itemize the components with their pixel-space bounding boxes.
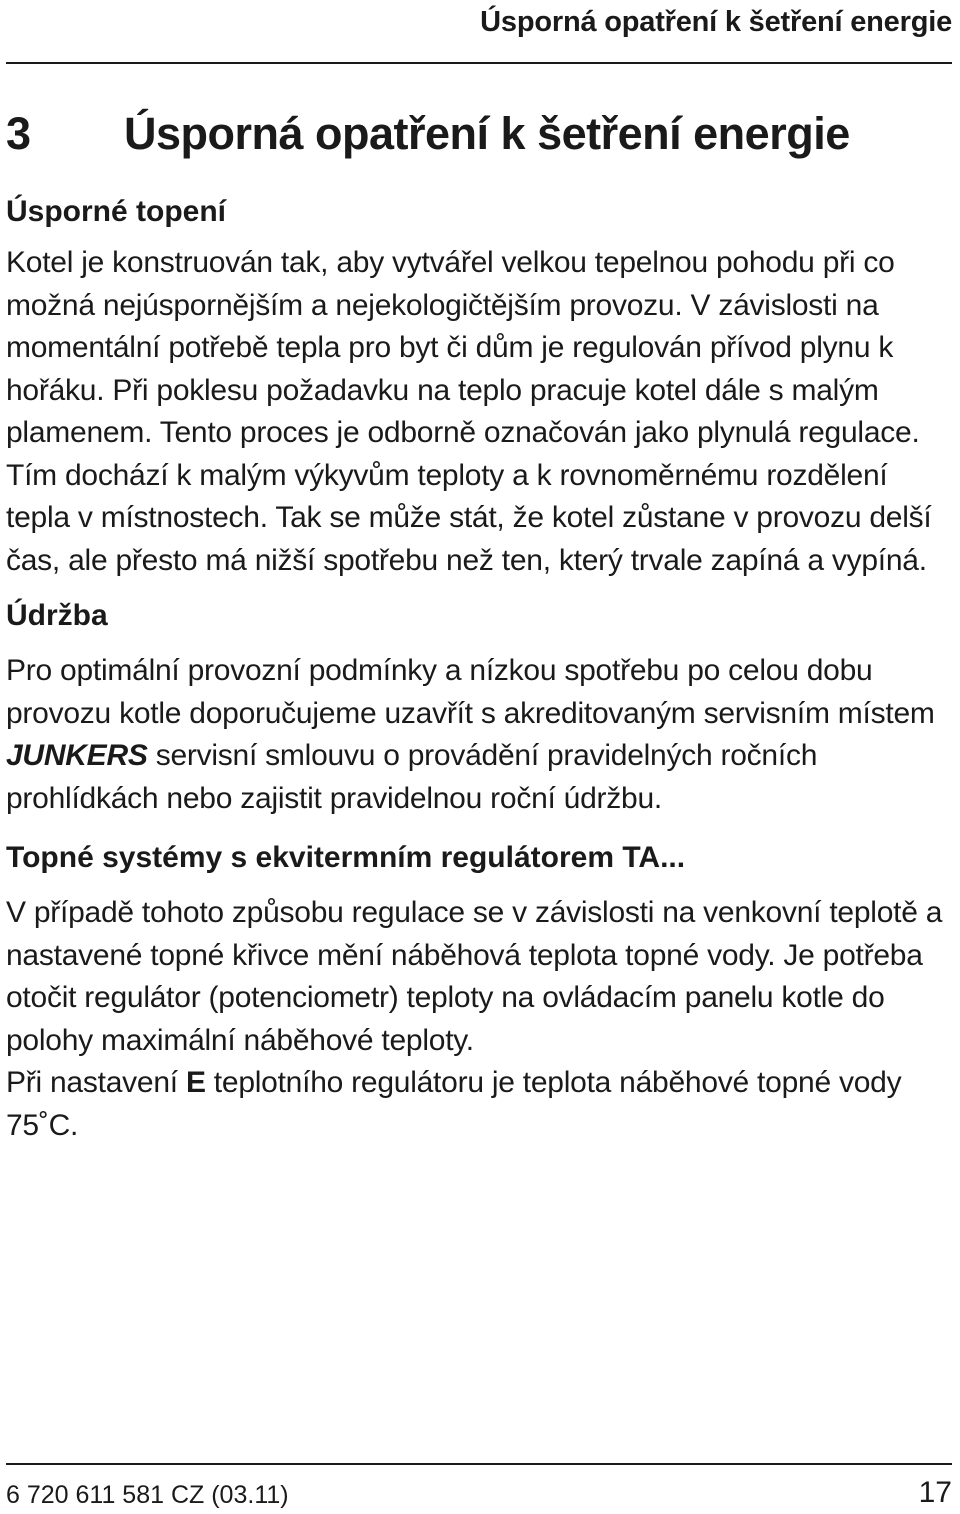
section-body-regulator: V případě tohoto způsobu regulace se v závislosti na venkovní teplotě a nastavené topné křivce mění náběhová teplota topné vody. Je potřeba otočit regulátor (potenciometr) teploty na ovládacím panelu kotle do polohy maximální náběhové teploty. (6, 896, 943, 1057)
document-code: 6 720 611 581 CZ (03.11) (6, 1481, 289, 1509)
header-rule (6, 62, 952, 64)
brand-name: JUNKERS (6, 739, 148, 772)
chapter-title (6, 108, 850, 160)
section-body-maintenance (6, 650, 954, 820)
chapter-number: 3 (6, 108, 31, 159)
footer-rule (6, 1463, 952, 1465)
regulator-setting-letter: E (185, 1066, 206, 1099)
regulator-note-after: teplotního regulátoru je teplota náběhové topné vody 75˚C. (6, 1066, 902, 1142)
section-note-regulator (6, 1062, 954, 1147)
page-number: 17 (918, 1476, 952, 1509)
section-body-heating: Kotel je konstruován tak, aby vytvářel velkou tepelnou pohodu při co možná nejúspornějším a nejekologičtějším provozu. V závislosti na momentální potřebě tepla pro byt či dům je regulován přívod plynu k hořáku. Při poklesu požadavku na teplo pracuje kotel dále s malým plamenem. Tento proces je odborně označován jako plynulá regulace. Tím dochází k malým výkyvům teploty a k rovnoměrnému rozdělení tepla v místnostech. Tak se může stát, že kotel zůstane v provozu delší čas, ale přesto má nižší spotřebu než ten, který trvale zapíná a vypíná. (6, 246, 932, 577)
chapter-title-text: Úsporná opatření k šetření energie (124, 108, 850, 159)
section-heading-maintenance: Údržba (6, 599, 108, 632)
section-heading-regulator: Topné systémy s ekvitermním regulátorem TA... (6, 841, 686, 874)
running-header: Úsporná opatření k šetření energie (480, 6, 952, 38)
regulator-note-before: Při nastavení (6, 1066, 178, 1099)
main-content (6, 192, 954, 1147)
maintenance-text-after: servisní smlouvu o provádění pravidelných ročních prohlídkách nebo zajistit pravidelnou roční údržbu. (6, 739, 818, 815)
section-heading-heating: Úsporné topení (6, 195, 227, 228)
maintenance-text-before: Pro optimální provozní podmínky a nízkou spotřebu po celou dobu provozu kotle doporučujeme uzavřít s akreditovaným servisním místem (6, 654, 935, 730)
